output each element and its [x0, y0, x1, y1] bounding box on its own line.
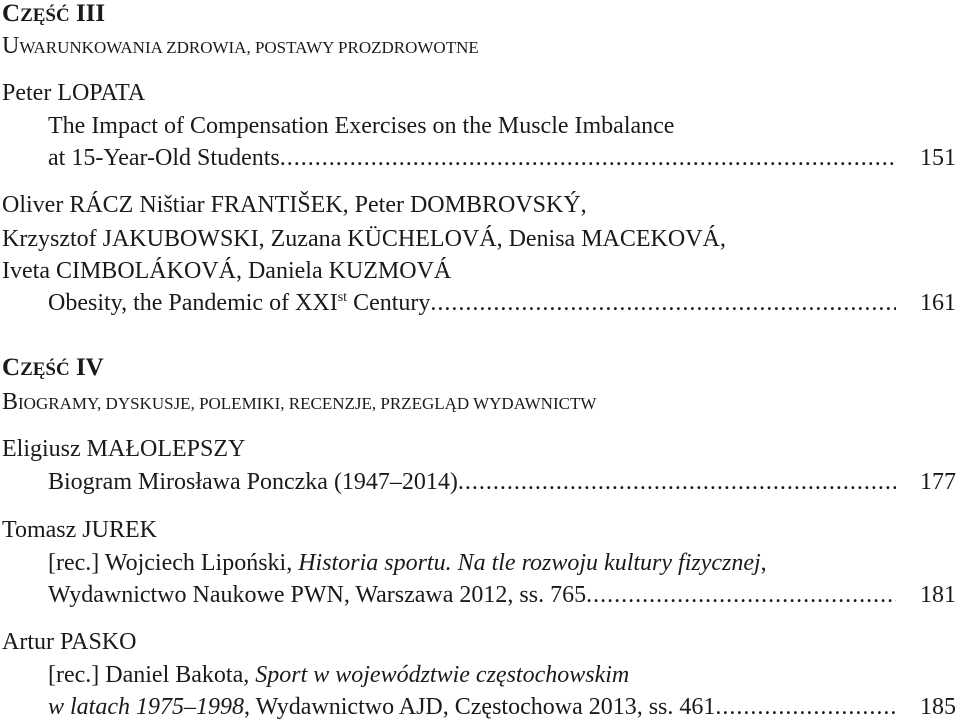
title-text: [rec.] Daniel Bakota,: [48, 662, 256, 688]
page-number: 177: [920, 469, 956, 495]
title-superscript: st: [337, 290, 348, 305]
dot-leader: [715, 692, 896, 722]
entry-title-text: at 15-Year-Old Students: [48, 145, 280, 171]
entry-author: Oliver RÁCZ Ništiar FRANTIŠEK, Peter DOMBROVSKÝ,: [2, 192, 587, 218]
dot-leader: [458, 467, 896, 497]
title-post: Century: [347, 290, 431, 316]
toc-entry-line[interactable]: [48, 143, 956, 173]
title-italic: Sport w województwie częstochowskim: [255, 662, 630, 688]
part-3-label-first: C: [2, 0, 21, 27]
entry-title-line: [48, 548, 767, 578]
toc-entry-line[interactable]: [48, 692, 956, 722]
entry-author: Krzysztof JAKUBOWSKI, Zuzana KÜCHELOVÁ, Denisa MACEKOVÁ,: [2, 226, 726, 252]
part-4-label-first: C: [2, 354, 21, 381]
toc-entry-line[interactable]: [48, 467, 956, 497]
part-4-subtitle-first: B: [2, 389, 19, 415]
entry-title-line: The Impact of Compensation Exercises on the Muscle Imbalance: [48, 113, 675, 139]
part-3-subtitle-rest: WARUNKOWANIA ZDROWIA, POSTAWY PROZDROWOTNE: [19, 38, 479, 57]
title-italic: w latach 1975–1998: [48, 694, 244, 720]
title-pre: Obesity, the Pandemic of XXI: [48, 290, 338, 316]
part-3-numeral: III: [75, 0, 106, 27]
page-number: 151: [920, 145, 956, 171]
entry-title-text: Biogram Mirosława Ponczka (1947–2014): [48, 469, 458, 495]
dot-leader: [586, 580, 896, 610]
part-4-subtitle: [2, 388, 596, 418]
title-text: ,: [760, 550, 767, 576]
page-number: 185: [920, 694, 956, 720]
dot-leader: [430, 288, 896, 318]
entry-title-text: Wydawnictwo Naukowe PWN, Warszawa 2012, ss. 765: [48, 582, 587, 608]
title-text: , Wydawnictwo AJD, Częstochowa 2013, ss. 461: [244, 694, 716, 720]
entry-title-text: [48, 692, 715, 722]
title-text: [rec.] Wojciech Lipoński,: [48, 550, 299, 576]
part-3-label-rest: ZĘŚĆ: [20, 5, 70, 26]
entry-author: Iveta CIMBOLÁKOVÁ, Daniela KUZMOVÁ: [2, 258, 452, 284]
part-4-numeral: IV: [75, 354, 104, 381]
toc-entry-line[interactable]: [48, 580, 956, 610]
part-4-subtitle-rest: IOGRAMY, DYSKUSJE, POLEMIKI, RECENZJE, PRZEGLĄD WYDAWNICTW: [18, 394, 597, 413]
entry-title-text: [48, 288, 430, 318]
part-4-label-rest: ZĘŚĆ: [20, 359, 70, 380]
entry-author: Artur PASKO: [2, 629, 137, 655]
entry-author: Peter LOPATA: [2, 80, 146, 106]
page-number: 161: [920, 290, 956, 316]
toc-entry-line[interactable]: [48, 288, 956, 318]
part-3-subtitle: [2, 32, 479, 62]
entry-author: Tomasz JUREK: [2, 517, 157, 543]
part-4-heading: [2, 354, 104, 384]
part-3-subtitle-first: U: [2, 33, 20, 59]
page-number: 181: [920, 582, 956, 608]
entry-title-line: [48, 660, 629, 690]
title-italic: Historia sportu. Na tle rozwoju kultury fizycznej: [298, 550, 761, 576]
part-3-heading: [2, 0, 105, 30]
entry-author: Eligiusz MAŁOLEPSZY: [2, 436, 246, 462]
dot-leader: [280, 143, 896, 173]
